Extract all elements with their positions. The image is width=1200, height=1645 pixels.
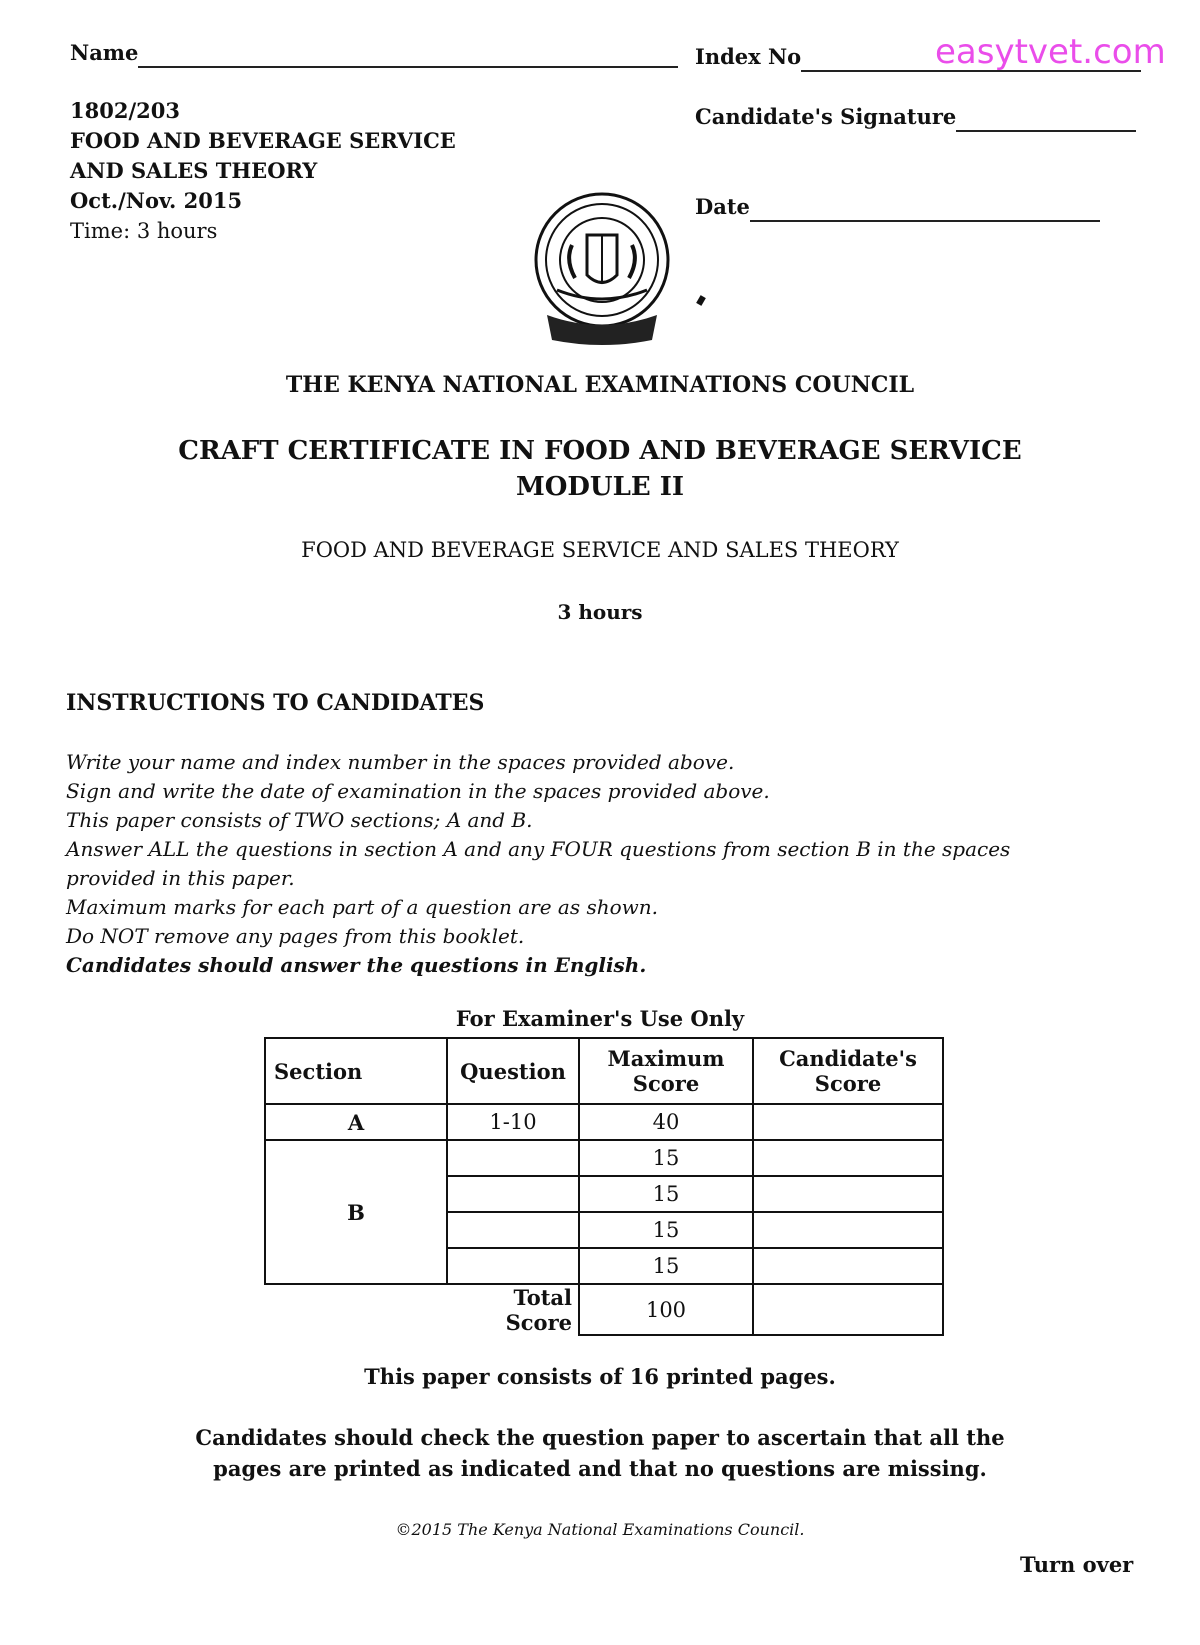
section-b-max: 15 <box>579 1140 753 1176</box>
signature-label: Candidate's Signature <box>695 104 957 129</box>
header-question: Question <box>447 1038 579 1104</box>
section-a-questions: 1-10 <box>447 1104 579 1140</box>
check-note <box>0 1422 1200 1484</box>
question-number-cell[interactable] <box>447 1176 579 1212</box>
subject-title: FOOD AND BEVERAGE SERVICE AND SALES THEORY <box>301 538 899 562</box>
ink-mark <box>696 295 706 306</box>
empty-cell <box>265 1284 447 1335</box>
paper-title-line2: AND SALES THEORY <box>70 158 318 183</box>
section-b-max: 15 <box>579 1212 753 1248</box>
section-b-cell: B <box>265 1140 447 1284</box>
total-candidate-score-cell[interactable] <box>753 1284 943 1335</box>
candidate-score-cell[interactable] <box>753 1104 943 1140</box>
score-table-caption: For Examiner's Use Only <box>455 1006 745 1031</box>
header-maximum-score: Maximum Score <box>579 1038 753 1104</box>
total-max: 100 <box>579 1284 753 1335</box>
header-candidate-score: Candidate's Score <box>753 1038 943 1104</box>
date-label: Date <box>695 194 750 219</box>
instruction-item: Do NOT remove any pages from this booklet. <box>66 924 525 948</box>
instruction-item: Answer ALL the questions in section A and any FOUR questions from section B in the spaces <box>66 837 1011 861</box>
certificate-title: CRAFT CERTIFICATE IN FOOD AND BEVERAGE SERVICE <box>178 436 1022 466</box>
question-number-cell[interactable] <box>447 1140 579 1176</box>
watermark: easytvet.com <box>935 32 1166 72</box>
total-row <box>265 1284 943 1335</box>
candidate-score-cell[interactable] <box>753 1176 943 1212</box>
section-a-cell: A <box>265 1104 447 1140</box>
instruction-item: Maximum marks for each part of a question are as shown. <box>66 895 659 919</box>
module-title: MODULE II <box>515 472 685 502</box>
candidate-score-cell[interactable] <box>753 1248 943 1284</box>
kenya-coat-of-arms-seal-icon <box>527 190 677 350</box>
candidate-score-cell[interactable] <box>753 1140 943 1176</box>
exam-session: Oct./Nov. 2015 <box>70 188 243 213</box>
signature-input-line[interactable] <box>956 108 1136 132</box>
instruction-item: Candidates should answer the questions in English. <box>66 953 647 977</box>
turn-over: Turn over <box>1020 1552 1134 1577</box>
instructions-heading: INSTRUCTIONS TO CANDIDATES <box>66 690 485 716</box>
paper-info <box>70 96 456 246</box>
exam-time: Time: 3 hours <box>70 219 218 243</box>
council-name: THE KENYA NATIONAL EXAMINATIONS COUNCIL <box>285 372 915 398</box>
date-input-line[interactable] <box>750 198 1100 222</box>
question-number-cell[interactable] <box>447 1212 579 1248</box>
duration: 3 hours <box>557 600 643 624</box>
date-field[interactable] <box>695 192 1100 222</box>
question-number-cell[interactable] <box>447 1248 579 1284</box>
table-header-row <box>265 1038 943 1104</box>
section-a-max: 40 <box>579 1104 753 1140</box>
section-b-max: 15 <box>579 1176 753 1212</box>
instructions-list <box>66 748 1066 980</box>
instruction-item: provided in this paper. <box>66 866 295 890</box>
check-note-line1: Candidates should check the question paper to ascertain that all the <box>195 1425 1005 1450</box>
instruction-item: Sign and write the date of examination in the spaces provided above. <box>66 779 770 803</box>
paper-code: 1802/203 <box>70 98 180 123</box>
copyright: ©2015 The Kenya National Examinations Council. <box>395 1520 805 1539</box>
table-row <box>265 1140 943 1176</box>
instruction-item: Write your name and index number in the spaces provided above. <box>66 750 735 774</box>
section-b-max: 15 <box>579 1248 753 1284</box>
name-label: Name <box>70 40 139 65</box>
instruction-item: This paper consists of TWO sections; A and B. <box>66 808 533 832</box>
name-field[interactable] <box>70 38 678 68</box>
paper-title-line1: FOOD AND BEVERAGE SERVICE <box>70 128 456 153</box>
check-note-line2: pages are printed as indicated and that no questions are missing. <box>213 1456 987 1481</box>
total-score-label: Total Score <box>447 1284 579 1335</box>
name-input-line[interactable] <box>138 44 678 68</box>
signature-field[interactable] <box>695 102 1136 132</box>
score-table <box>264 1037 944 1336</box>
table-row <box>265 1104 943 1140</box>
candidate-score-cell[interactable] <box>753 1212 943 1248</box>
index-label: Index No <box>695 44 802 69</box>
header-section: Section <box>265 1038 447 1104</box>
pages-note: This paper consists of 16 printed pages. <box>364 1364 836 1389</box>
